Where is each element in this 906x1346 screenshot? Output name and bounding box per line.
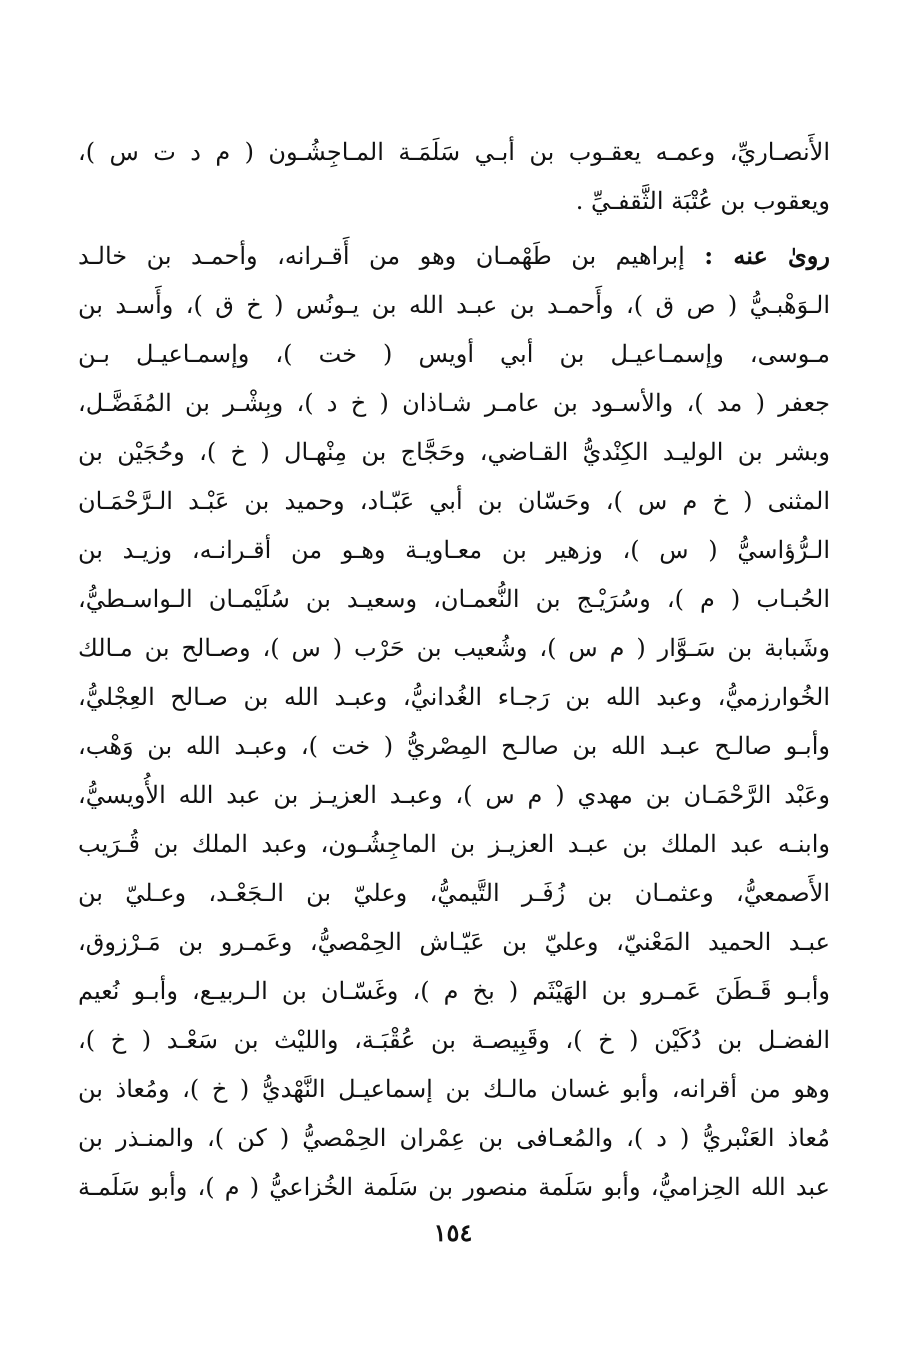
paragraph-1 [78,128,830,226]
text-line: ويعقوب بن عُتْبَة الثَّقفـيِّ . [575,187,830,215]
text-line: الـوَهْبـيُّ ( ص ق )، وأَحمـد بن عبـد الله بن يـونُس ( خ ق )، وأَسـد بن [78,291,830,319]
page-number: ١٥٤ [433,1218,473,1247]
text-line: مُعاذ العَنْبريُّ ( د )، والمُعـافى بن عِمْران الحِمْصيُّ ( كن )، والمنـذر بن [78,1124,830,1152]
text-line: الحُبـاب ( م )، وسُرَيْـج بن النُّعمـان، وسعيـد بن سُلَيْمـان الـواسـطيُّ، [78,585,830,613]
text-line: عبـد الحميد المَعْنيّ، وعليّ بن عَيّـاش الحِمْصيُّ، وعَمـرو بن مَـرْزوق، [78,928,830,956]
text-line: وشَبابة بن سَـوَّار ( م س )، وشُعيب بن حَرْب ( س )، وصـالح بن مـالك [78,634,830,662]
text-line: وابنـه عبد الملك بن عبـد العزيـز بن الماجِشُـون، وعبد الملك بن قُـرَيب [78,830,830,858]
text-line: وبشر بن الوليـد الكِنْديُّ القـاضي، وحَجَّاج بن مِنْهـال ( خ )، وحُجَيْن بن [78,438,830,466]
text-line: الخُوارزميُّ، وعبد الله بن رَجـاء الغُدانيُّ، وعبـد الله بن صـالح العِجْليُّ، [78,683,830,711]
text-line: جعفر ( مد )، والأسـود بن عامـر شـاذان ( خ د )، وبِشْـر بن المُفَضَّـل، [78,389,830,417]
text-line: وأبـو قَـطَنَ عَمـرو بن الهَيْثَم ( بخ م )، وغَسّـان بن الـربيـع، وأبـو نُعيم [78,977,830,1005]
text-line: وعَبْد الرَّحْمَـان بن مهدي ( م س )، وعبـد العزيـز بن عبد الله الأُويسيُّ، [78,781,830,809]
text-line: مـوسى، وإسمـاعيـل بن أبي أويس ( خت )، وإسمـاعيـل بـن [78,340,830,368]
text-line: الأَصمعيُّ، وعثمـان بن زُفَـر التَّيميُّ، وعليّ بن الـجَعْـد، وعـليّ بن [78,879,830,907]
text-line: الفضـل بن دُكَيْن ( خ )، وقَبِيصـة بن عُقْبَـة، والليْث بن سَعْـد ( خ )، [78,1026,830,1054]
text-line: وأبـو صالـح عبـد الله بن صالـح المِصْريُّ ( خت )، وعبـد الله بن وَهْب، [78,732,830,760]
text-line: الأَنصـاريِّ، وعمـه يعقـوب بن أبـي سَلَمَـة المـاجِشُـون ( م د ت س )، [78,138,830,166]
text-line [78,231,830,281]
paragraph-2 [78,231,830,1212]
text-line: عبد الله الحِزاميُّ، وأبو سَلَمة منصور بن سَلَمة الخُزاعيُّ ( م )، وأبو سَلَمـة [78,1173,830,1201]
narrators-label: روىٰ عنه : [704,241,830,270]
text-line: المثنى ( خ م س )، وحَسّان بن أبي عَبّـاد، وحميد بن عَبْـد الـرَّحْمَـان [78,487,830,515]
text-line: الـرُّؤاسيُّ ( س )، وزهير بن معـاويـة وهـو من أقـرانـه، وزيـد بن [78,536,830,564]
text-line-rest: إبراهيم بن طَهْمـان وهو من أَقـرانه، وأحمـد بن خالـد [78,242,685,270]
text-line: وهو من أقرانه، وأبو غسان مالـك بن إسماعيـل النَّهْديُّ ( خ )، ومُعاذ بن [78,1075,830,1103]
